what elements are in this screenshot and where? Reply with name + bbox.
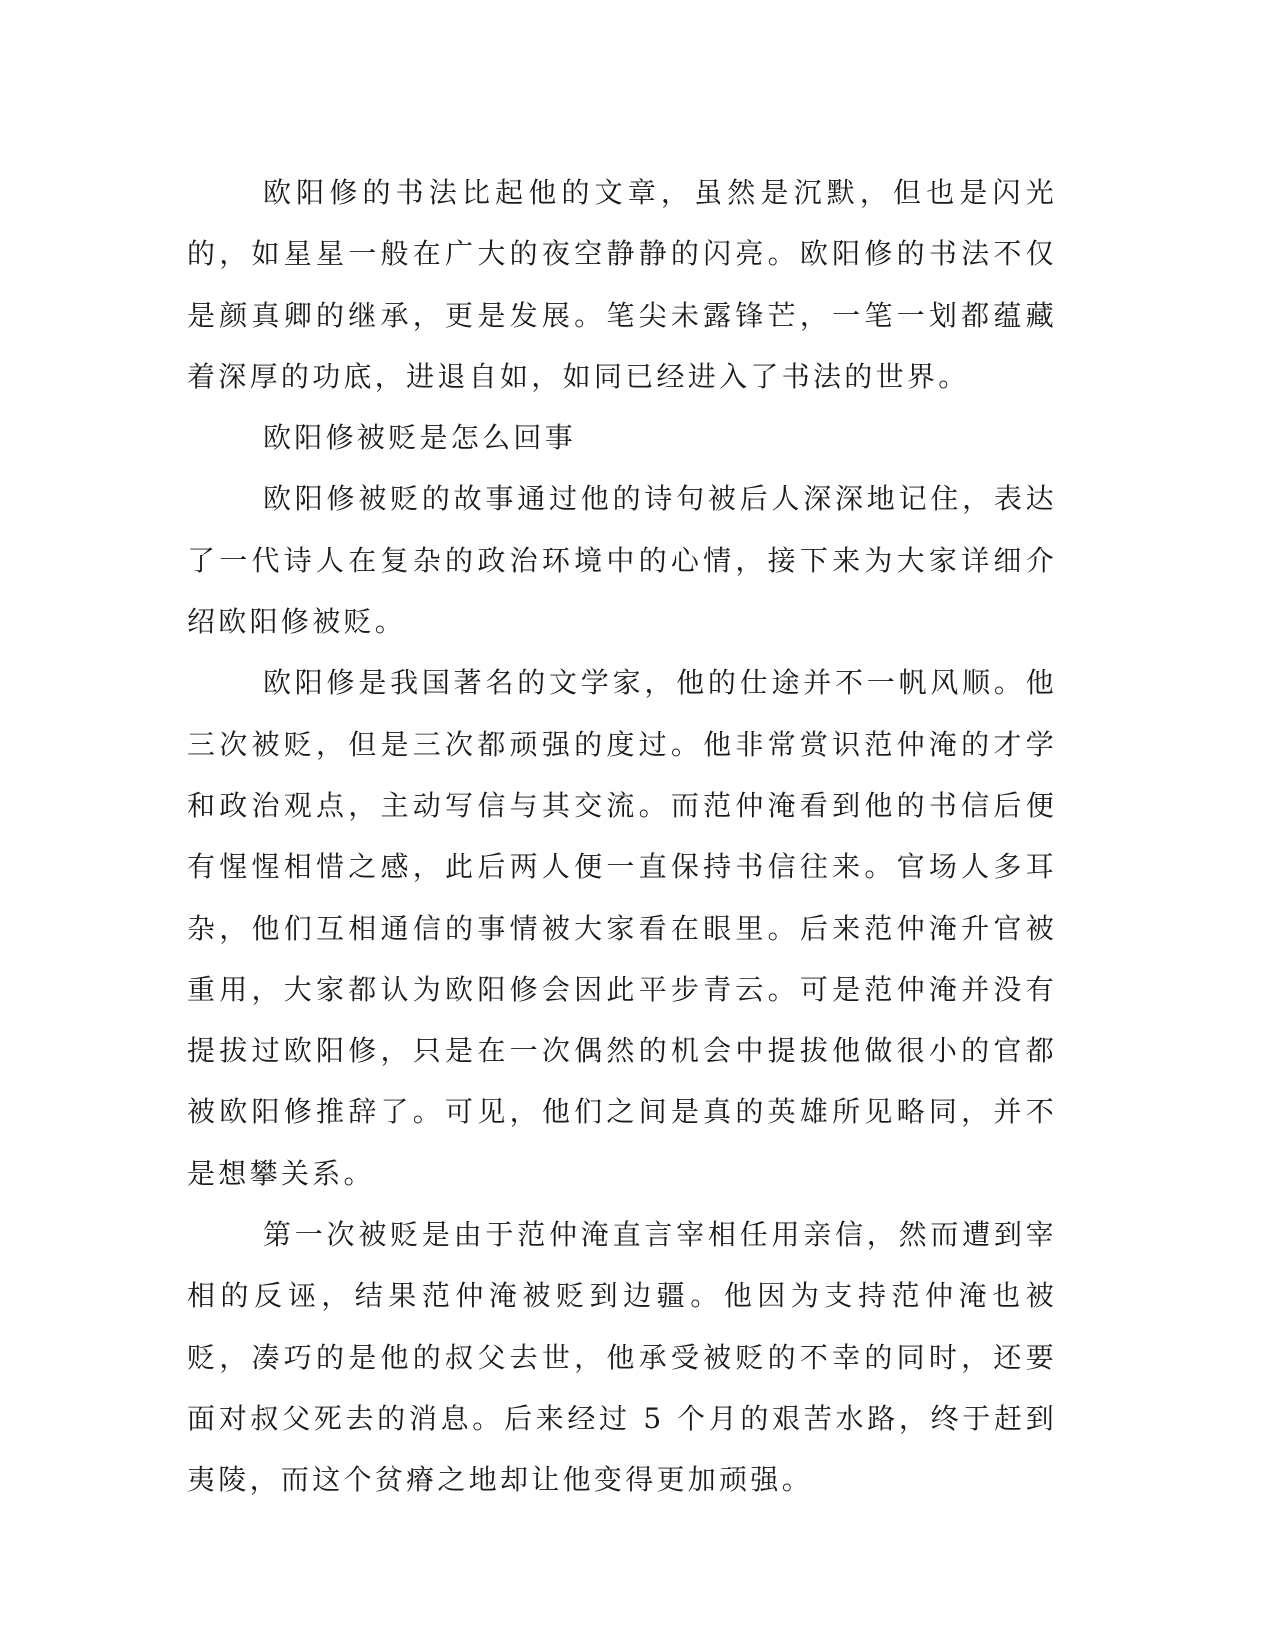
paragraph-first-demotion: 第一次被贬是由于范仲淹直言宰相任用亲信，然而遭到宰相的反诬，结果范仲淹被贬到边疆。他因为支持范仲淹也被贬，凑巧的是他的叔父去世，他承受被贬的不幸的同时，还要面对叔父死去的消息。后来经过 5 个月的艰苦水路，终于赶到夷陵，而这个贫瘠之地却让他变得更加顽强。 — [187, 1218, 1057, 1497]
paragraph-calligraphy: 欧阳修的书法比起他的文章，虽然是沉默，但也是闪光的，如星星一般在广大的夜空静静的闪亮。欧阳修的书法不仅是颜真卿的继承，更是发展。笔尖未露锋芒，一笔一划都蕴藏着深厚的功底，进退自如，如同已经进入了书法的世界。 — [187, 176, 1057, 393]
paragraph-career: 欧阳修是我国著名的文学家，他的仕途并不一帆风顺。他三次被贬，但是三次都顽强的度过。他非常赏识范仲淹的才学和政治观点，主动写信与其交流。而范仲淹看到他的书信后便有惺惺相惜之感，此后两人便一直保持书信往来。官场人多耳杂，他们互相通信的事情被大家看在眼里。后来范仲淹升官被重用，大家都认为欧阳修会因此平步青云。可是范仲淹并没有提拔过欧阳修，只是在一次偶然的机会中提拔他做很小的官都被欧阳修推辞了。可见，他们之间是真的英雄所见略同，并不是想攀关系。 — [187, 666, 1057, 1190]
section-heading: 欧阳修被贬是怎么回事 — [263, 421, 577, 455]
paragraph-intro: 欧阳修被贬的故事通过他的诗句被后人深深地记住，表达了一代诗人在复杂的政治环境中的心情，接下来为大家详细介绍欧阳修被贬。 — [187, 482, 1057, 639]
document-body — [187, 162, 1057, 1511]
